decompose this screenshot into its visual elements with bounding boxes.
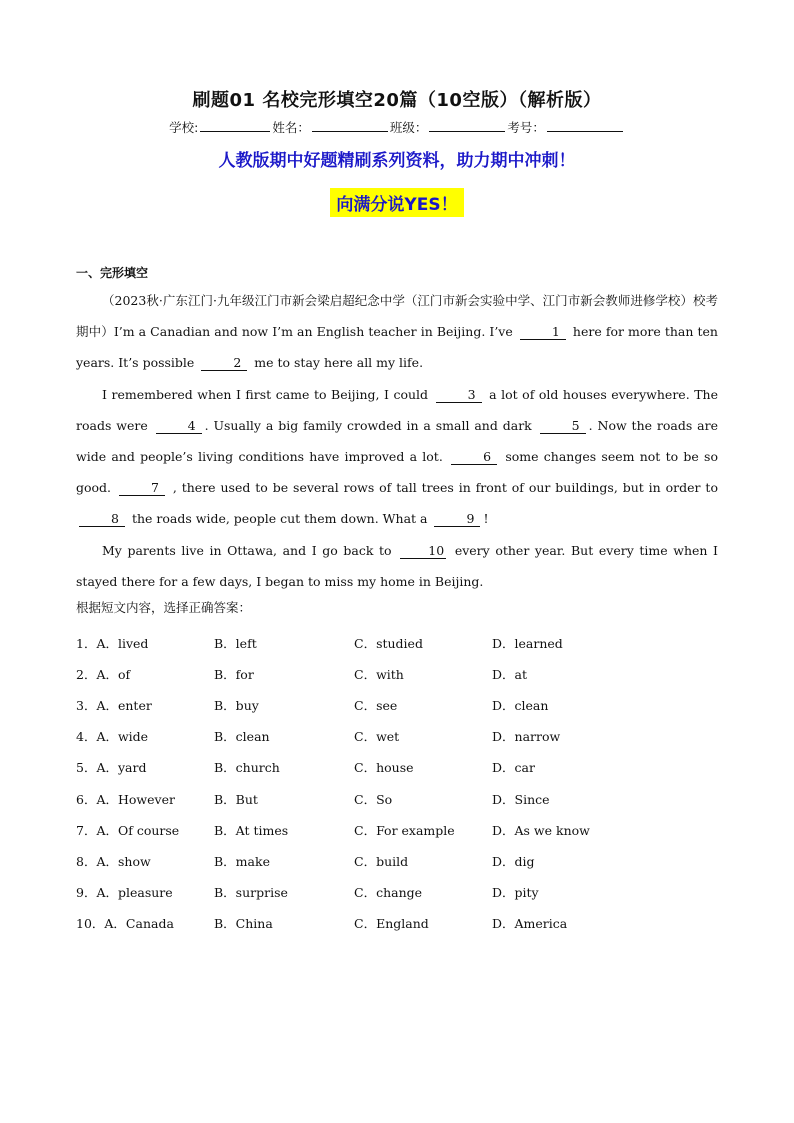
section-title: 一、完形填空	[76, 266, 149, 280]
class-label: 班级：	[389, 120, 428, 135]
option-c: C．wet	[354, 729, 400, 745]
question-row	[76, 814, 716, 845]
option-c: C．build	[354, 853, 409, 869]
option-d: D．America	[492, 916, 568, 932]
option-a: 10．A．Canada	[76, 916, 174, 932]
blank-3: 3	[436, 387, 482, 403]
blank-5: 5	[540, 418, 586, 434]
option-d: D．dig	[492, 853, 535, 869]
blank-1: 1	[520, 324, 566, 340]
option-b: B．buy	[214, 697, 259, 713]
option-b: B．But	[214, 791, 258, 807]
option-b: B．surprise	[214, 885, 288, 901]
exam-number-label: 考号：	[507, 120, 545, 135]
question-row	[76, 908, 716, 939]
passage-text: here for more than ten years. It’s possible	[76, 324, 718, 371]
name-blank	[312, 118, 388, 132]
instruction-text: 根据短文内容，选择正确答案：	[76, 600, 252, 615]
passage-text: a lot of old houses everywhere. The roads were	[76, 386, 718, 433]
option-a: 3．A．enter	[76, 697, 152, 713]
passage-source: （2023秋·广东江门·九年级江门市新会梁启超纪念中学（江门市新会实验中学、江门市新会教师进修学校）校考期中）	[76, 293, 718, 340]
option-c: C．studied	[354, 635, 423, 651]
highlight-text: 向满分说YES！	[330, 188, 463, 217]
option-b: B．for	[214, 666, 254, 682]
option-c: C．house	[354, 760, 414, 776]
question-row	[76, 752, 716, 783]
option-d: D．narrow	[492, 729, 561, 745]
passage-text: My parents live in Ottawa, and I go back to	[102, 542, 398, 558]
passage-text: some changes seem not to be so good.	[76, 449, 718, 496]
name-label: 姓名：	[272, 120, 310, 135]
blank-7: 7	[119, 480, 165, 496]
passage-text: . Usually a big family crowded in a small and dark	[204, 417, 537, 433]
option-a: 9．A．pleasure	[76, 885, 173, 901]
options-list	[76, 627, 716, 939]
option-b: B．left	[214, 635, 257, 651]
promo-highlight	[0, 188, 794, 217]
option-d: D．Since	[492, 791, 550, 807]
blank-9: 9	[434, 511, 480, 527]
option-a: 4．A．wide	[76, 729, 149, 745]
option-c: C．For example	[354, 822, 455, 838]
option-d: D．car	[492, 760, 535, 776]
exam-number-blank	[547, 118, 623, 132]
blank-10: 10	[400, 543, 446, 559]
option-c: C．England	[354, 916, 429, 932]
promo-slogan: 人教版期中好题精刷系列资料，助力期中冲刺！	[218, 151, 576, 171]
passage-text: every other year. But every time when I stayed there for a few days, I began to miss my home in Beijing.	[76, 542, 718, 589]
option-b: B．church	[214, 760, 280, 776]
school-blank	[200, 118, 270, 132]
passage-text: , there used to be several rows of tall trees in front of our buildings, but in order to	[167, 480, 718, 496]
option-c: C．with	[354, 666, 404, 682]
question-row	[76, 783, 716, 814]
option-a: 1．A．lived	[76, 635, 149, 651]
class-blank	[429, 118, 505, 132]
question-row	[76, 845, 716, 876]
cloze-passage	[76, 285, 718, 597]
paragraph-1	[76, 285, 718, 379]
option-c: C．see	[354, 697, 398, 713]
question-row	[76, 627, 716, 658]
blank-6: 6	[451, 449, 497, 465]
option-c: C．So	[354, 791, 393, 807]
option-a: 2．A．of	[76, 666, 131, 682]
option-d: D．pity	[492, 885, 539, 901]
school-label: 学校:	[169, 120, 199, 135]
option-b: B．make	[214, 853, 270, 869]
passage-text: the roads wide, people cut them down. What a	[128, 511, 432, 527]
option-b: B．clean	[214, 729, 270, 745]
option-d: D．clean	[492, 697, 549, 713]
paragraph-3	[76, 535, 718, 597]
question-row	[76, 689, 716, 720]
option-a: 8．A．show	[76, 853, 151, 869]
student-info-line	[0, 118, 794, 136]
option-a: 7．A．Of course	[76, 822, 180, 838]
option-d: D．learned	[492, 635, 563, 651]
option-b: B．China	[214, 916, 273, 932]
blank-8: 8	[79, 511, 125, 527]
paragraph-2	[76, 379, 718, 535]
option-d: D．at	[492, 666, 527, 682]
passage-text: . Now the roads are wide and people’s living conditions have improved a lot.	[76, 417, 718, 465]
option-b: B．At times	[214, 822, 289, 838]
question-row	[76, 721, 716, 752]
blank-2: 2	[201, 355, 247, 371]
option-a: 6．A．However	[76, 791, 175, 807]
question-row	[76, 877, 716, 908]
passage-text: I remembered when I first came to Beijing, I could	[102, 386, 433, 402]
question-row	[76, 658, 716, 689]
option-c: C．change	[354, 885, 423, 901]
passage-text: me to stay here all my life.	[250, 355, 424, 371]
option-d: D．As we know	[492, 822, 590, 838]
option-a: 5．A．yard	[76, 760, 147, 776]
blank-4: 4	[156, 418, 202, 434]
document-title: 刷题01 名校完形填空20篇（10空版）（解析版）	[192, 90, 602, 111]
passage-text: !	[483, 511, 489, 527]
passage-text: I’m a Canadian and now I’m an English teacher in Beijing. I’ve	[113, 324, 517, 340]
